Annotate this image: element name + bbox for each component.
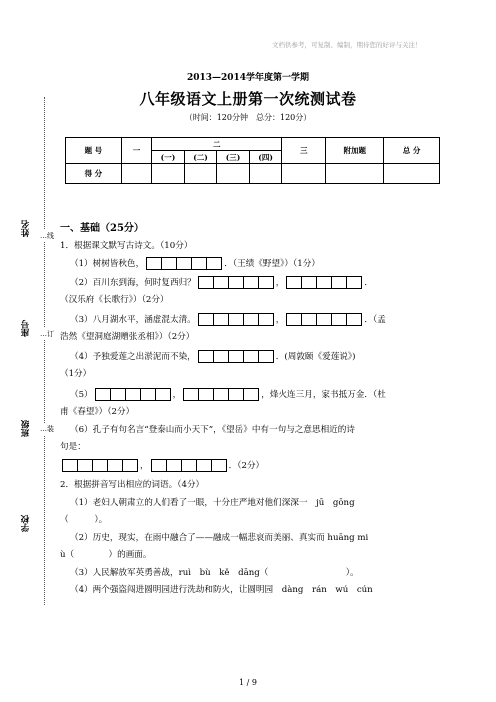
question-1: 1．根据课文默写古诗文。（10分） [60,241,193,251]
q2-1: （1）老妇人朝肃立的人们看了一眼，十分庄严地对他们深深一 jū gōng [70,498,355,508]
q1-5 [70,388,386,402]
question-2: 2．根据拼音写出相应的词语。（4分） [60,480,205,490]
score-col-4: 附加题 [326,138,384,164]
school-label: 学校 [21,515,31,532]
seat-label: 座号 [21,320,31,337]
class-label: 班级 [21,420,31,437]
answer-boxes[interactable] [286,313,362,326]
answer-boxes[interactable] [198,350,274,363]
page-number: 1 / 9 [239,678,257,687]
q1-3 [70,313,386,327]
q1-6-answer [60,459,264,473]
score-cell[interactable] [184,164,217,184]
q1-6-continued: 句是： [60,442,86,452]
q1-1-source: ．（王绩《野望》）（1分） [224,259,320,269]
answer-boxes[interactable] [151,459,227,472]
score-sub-1: (一) [152,151,185,164]
q1-6: （6）孔子有句名言“登泰山而小天下”，《望岳》中有一句与之意思相近的诗 [70,425,355,435]
q1-4 [70,350,356,364]
q2-1-blank[interactable]: （ ）。 [60,515,108,525]
q1-3-source-start: ．（孟 [364,315,386,325]
score-row-label: 得 分 [66,164,122,184]
binding-dotted-line [44,97,45,605]
score-col-5: 总 分 [384,138,440,164]
score-sub-2: (二) [184,151,217,164]
score-sub-4: (四) [249,151,282,164]
section-title: 一、基础（25分） [60,223,144,234]
answer-boxes[interactable] [183,388,259,401]
exam-title: 八年级语文上册第一次统测试卷 [139,90,357,108]
score-cell[interactable] [152,164,185,184]
answer-boxes[interactable] [146,257,222,270]
q1-2-text: （2）百川东到海，何时复西归？ [70,278,196,288]
exam-subtitle: （时间：120分钟 总分：120分） [184,113,312,122]
q2-4: （4）两个强盗闯进圆明园进行洗劫和防火，让圆明园 dàng rán wú cún [70,585,373,595]
q1-6-points: ．（2分） [228,461,265,471]
q1-3-source: 浩然《望洞庭湖赠张丞相》）（2分） [60,332,195,342]
q1-1 [70,257,320,271]
q1-4-source: ．(周敦颐《爱莲说》) [275,352,356,362]
score-col-label: 题 号 [66,138,122,164]
q2-2: （2）历史，现实，在雨中融合了——融成一幅悲哀而美丽、真实而 huāng mi [70,533,369,543]
q1-5-source: 甫《春望》）（2分） [60,407,135,417]
q2-2-blank[interactable]: ù（ ）的画面。 [60,550,152,560]
score-cell[interactable] [121,164,151,184]
q1-5-comma: ， [172,390,182,400]
q1-2-comma: ， [275,278,285,288]
name-label: 姓名 [21,220,31,237]
q2-3[interactable]: （3）人民解放军英勇善战，ruì bù kě dāng（ ）。 [70,568,359,578]
q1-3-text: （3）八月湖水平，涵虚混太清。 [70,315,196,325]
score-sub-3: (三) [217,151,250,164]
q1-2-period: ． [364,278,373,288]
q1-3-comma: ， [275,315,285,325]
q1-4-text: （4）予独爱莲之出淤泥而不染， [70,352,196,362]
score-cell[interactable] [282,164,326,184]
q1-6-comma: ， [140,461,149,471]
q1-5-rest: ，烽火连三月，家书抵万金．（杜 [261,390,386,400]
score-col-1: 一 [121,138,151,164]
q1-2 [70,276,373,290]
score-cell[interactable] [326,164,384,184]
q1-2-source: （汉乐府《长歌行》）（2分） [60,295,169,305]
score-cell[interactable] [249,164,282,184]
answer-boxes[interactable] [198,313,274,326]
score-cell[interactable] [384,164,440,184]
answer-boxes[interactable] [286,276,362,289]
score-table [65,137,440,184]
answer-boxes[interactable] [95,388,171,401]
school-year: 2013—2014学年度第一学期 [186,73,310,83]
cut-mark-seal: …装 [40,425,54,433]
score-cell[interactable] [217,164,250,184]
answer-boxes[interactable] [62,459,138,472]
watermark-text: 文档供参考，可复制、编制，期待您的好评与关注！ [272,41,422,49]
q1-4-points: （1分） [60,369,92,379]
q1-1-text: （1）树树皆秋色， [70,259,145,269]
score-col-3: 三 [282,138,326,164]
score-col-2: 二 [152,138,282,151]
q1-5-text: （5） [70,390,93,400]
answer-boxes[interactable] [198,276,274,289]
cut-mark-line: …线 [40,232,54,240]
cut-mark-bind: …订 [40,330,54,338]
